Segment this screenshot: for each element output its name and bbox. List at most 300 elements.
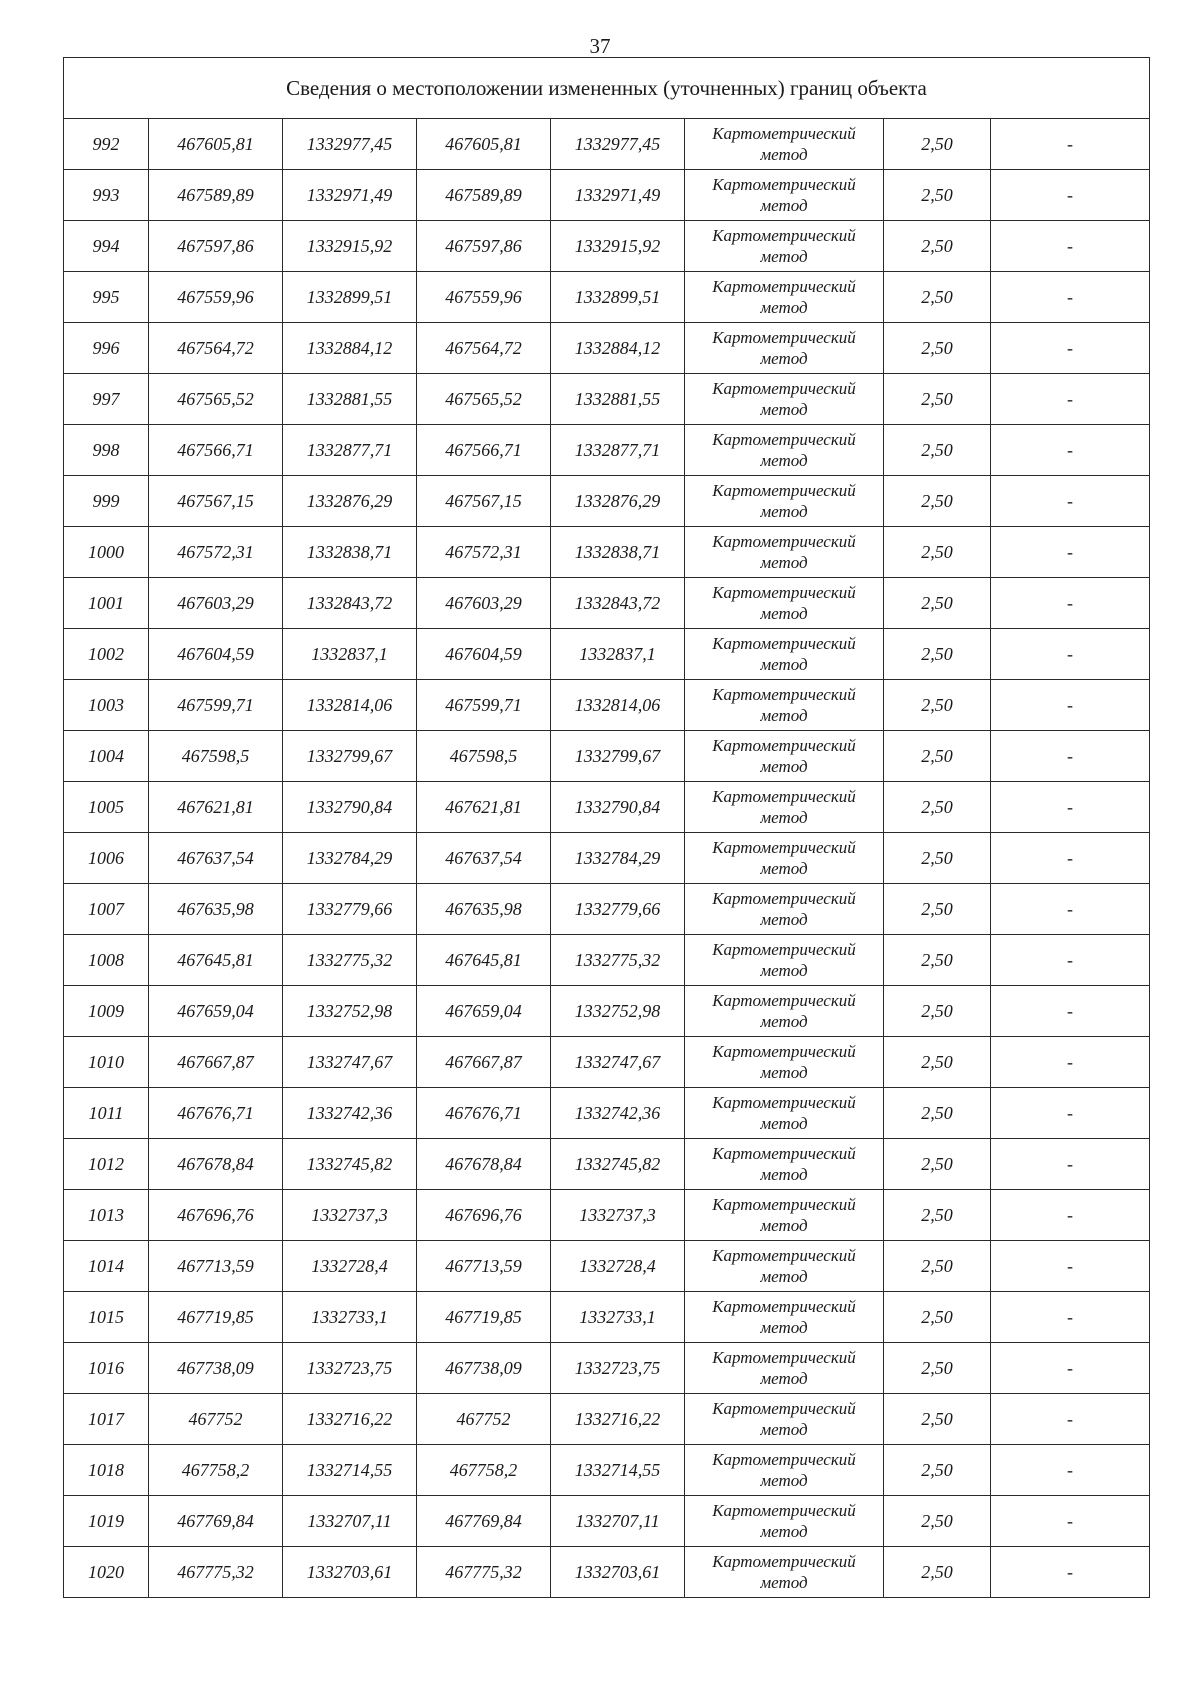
y-refined-cell: 1332790,84 <box>551 782 685 833</box>
x-existing-cell: 467599,71 <box>149 680 283 731</box>
accuracy-cell: 2,50 <box>884 986 991 1037</box>
point-number-cell: 1002 <box>64 629 149 680</box>
method-line-1: Картометрический <box>712 991 856 1010</box>
y-refined-cell: 1332775,32 <box>551 935 685 986</box>
table-row <box>64 374 1150 425</box>
point-number-cell: 1004 <box>64 731 149 782</box>
point-number-cell: 1009 <box>64 986 149 1037</box>
table-row <box>64 884 1150 935</box>
description-cell: - <box>991 578 1150 629</box>
x-existing-cell: 467564,72 <box>149 323 283 374</box>
x-refined-cell: 467559,96 <box>417 272 551 323</box>
description-cell: - <box>991 527 1150 578</box>
y-refined-cell: 1332838,71 <box>551 527 685 578</box>
x-refined-cell: 467678,84 <box>417 1139 551 1190</box>
y-existing-cell: 1332838,71 <box>283 527 417 578</box>
point-number-cell: 1005 <box>64 782 149 833</box>
method-line-1: Картометрический <box>712 838 856 857</box>
description-cell: - <box>991 425 1150 476</box>
method-line-1: Картометрический <box>712 889 856 908</box>
method-line-1: Картометрический <box>712 1501 856 1520</box>
method-line-1: Картометрический <box>712 481 856 500</box>
description-cell: - <box>991 680 1150 731</box>
method-line-1: Картометрический <box>712 277 856 296</box>
y-existing-cell: 1332977,45 <box>283 119 417 170</box>
x-refined-cell: 467696,76 <box>417 1190 551 1241</box>
accuracy-cell: 2,50 <box>884 1496 991 1547</box>
accuracy-cell: 2,50 <box>884 680 991 731</box>
x-existing-cell: 467667,87 <box>149 1037 283 1088</box>
table-row <box>64 935 1150 986</box>
x-refined-cell: 467566,71 <box>417 425 551 476</box>
title-row <box>64 58 1150 119</box>
method-cell <box>685 272 884 323</box>
method-line-1: Картометрический <box>712 1195 856 1214</box>
y-refined-cell: 1332737,3 <box>551 1190 685 1241</box>
method-line-1: Картометрический <box>712 226 856 245</box>
accuracy-cell: 2,50 <box>884 170 991 221</box>
description-cell: - <box>991 170 1150 221</box>
x-existing-cell: 467603,29 <box>149 578 283 629</box>
description-cell: - <box>991 1292 1150 1343</box>
table-row <box>64 1241 1150 1292</box>
point-number-cell: 993 <box>64 170 149 221</box>
x-existing-cell: 467559,96 <box>149 272 283 323</box>
method-cell <box>685 986 884 1037</box>
x-refined-cell: 467589,89 <box>417 170 551 221</box>
method-cell <box>685 323 884 374</box>
method-line-1: Картометрический <box>712 124 856 143</box>
point-number-cell: 1014 <box>64 1241 149 1292</box>
point-number-cell: 994 <box>64 221 149 272</box>
y-existing-cell: 1332843,72 <box>283 578 417 629</box>
accuracy-cell: 2,50 <box>884 1241 991 1292</box>
description-cell: - <box>991 1394 1150 1445</box>
method-line-2: метод <box>760 604 808 623</box>
x-refined-cell: 467564,72 <box>417 323 551 374</box>
x-refined-cell: 467752 <box>417 1394 551 1445</box>
accuracy-cell: 2,50 <box>884 935 991 986</box>
accuracy-cell: 2,50 <box>884 221 991 272</box>
x-existing-cell: 467659,04 <box>149 986 283 1037</box>
y-existing-cell: 1332915,92 <box>283 221 417 272</box>
description-cell: - <box>991 1088 1150 1139</box>
x-existing-cell: 467696,76 <box>149 1190 283 1241</box>
x-refined-cell: 467637,54 <box>417 833 551 884</box>
table-title: Сведения о местоположении измененных (уточненных) границ объекта <box>64 58 1150 119</box>
table-row <box>64 1190 1150 1241</box>
y-refined-cell: 1332779,66 <box>551 884 685 935</box>
accuracy-cell: 2,50 <box>884 782 991 833</box>
y-existing-cell: 1332742,36 <box>283 1088 417 1139</box>
page-number: 37 <box>589 34 611 58</box>
x-existing-cell: 467566,71 <box>149 425 283 476</box>
method-line-2: метод <box>760 1369 808 1388</box>
method-cell <box>685 1343 884 1394</box>
description-cell: - <box>991 935 1150 986</box>
table-row <box>64 1037 1150 1088</box>
description-cell: - <box>991 986 1150 1037</box>
point-number-cell: 1011 <box>64 1088 149 1139</box>
y-existing-cell: 1332784,29 <box>283 833 417 884</box>
method-line-1: Картометрический <box>712 1144 856 1163</box>
accuracy-cell: 2,50 <box>884 323 991 374</box>
y-existing-cell: 1332745,82 <box>283 1139 417 1190</box>
y-existing-cell: 1332747,67 <box>283 1037 417 1088</box>
accuracy-cell: 2,50 <box>884 1394 991 1445</box>
method-line-2: метод <box>760 1165 808 1184</box>
point-number-cell: 1010 <box>64 1037 149 1088</box>
method-line-2: метод <box>760 553 808 572</box>
description-cell: - <box>991 476 1150 527</box>
description-cell: - <box>991 731 1150 782</box>
table-row <box>64 782 1150 833</box>
method-cell <box>685 884 884 935</box>
y-refined-cell: 1332877,71 <box>551 425 685 476</box>
point-number-cell: 1013 <box>64 1190 149 1241</box>
method-line-2: метод <box>760 1216 808 1235</box>
method-line-2: метод <box>760 1420 808 1439</box>
method-cell <box>685 731 884 782</box>
method-cell <box>685 1394 884 1445</box>
method-line-1: Картометрический <box>712 379 856 398</box>
method-cell <box>685 1088 884 1139</box>
description-cell: - <box>991 221 1150 272</box>
y-refined-cell: 1332799,67 <box>551 731 685 782</box>
x-existing-cell: 467605,81 <box>149 119 283 170</box>
y-refined-cell: 1332977,45 <box>551 119 685 170</box>
point-number-cell: 999 <box>64 476 149 527</box>
description-cell: - <box>991 119 1150 170</box>
description-cell: - <box>991 1190 1150 1241</box>
method-line-1: Картометрический <box>712 634 856 653</box>
method-line-2: метод <box>760 400 808 419</box>
y-existing-cell: 1332707,11 <box>283 1496 417 1547</box>
description-cell: - <box>991 629 1150 680</box>
accuracy-cell: 2,50 <box>884 1037 991 1088</box>
y-existing-cell: 1332899,51 <box>283 272 417 323</box>
x-existing-cell: 467572,31 <box>149 527 283 578</box>
y-refined-cell: 1332876,29 <box>551 476 685 527</box>
y-refined-cell: 1332716,22 <box>551 1394 685 1445</box>
method-line-1: Картометрический <box>712 532 856 551</box>
method-cell <box>685 1445 884 1496</box>
method-line-2: метод <box>760 451 808 470</box>
y-existing-cell: 1332728,4 <box>283 1241 417 1292</box>
accuracy-cell: 2,50 <box>884 1343 991 1394</box>
x-existing-cell: 467621,81 <box>149 782 283 833</box>
method-cell <box>685 1292 884 1343</box>
description-cell: - <box>991 1343 1150 1394</box>
method-line-2: метод <box>760 1267 808 1286</box>
method-cell <box>685 1139 884 1190</box>
method-cell <box>685 680 884 731</box>
method-cell <box>685 782 884 833</box>
x-refined-cell: 467667,87 <box>417 1037 551 1088</box>
description-cell: - <box>991 1547 1150 1598</box>
point-number-cell: 992 <box>64 119 149 170</box>
y-existing-cell: 1332877,71 <box>283 425 417 476</box>
table-row <box>64 272 1150 323</box>
y-refined-cell: 1332837,1 <box>551 629 685 680</box>
method-line-2: метод <box>760 298 808 317</box>
method-line-1: Картометрический <box>712 1093 856 1112</box>
table-row <box>64 1445 1150 1496</box>
method-line-1: Картометрический <box>712 175 856 194</box>
description-cell: - <box>991 782 1150 833</box>
point-number-cell: 998 <box>64 425 149 476</box>
point-number-cell: 1015 <box>64 1292 149 1343</box>
accuracy-cell: 2,50 <box>884 833 991 884</box>
method-cell <box>685 578 884 629</box>
accuracy-cell: 2,50 <box>884 1088 991 1139</box>
method-line-2: метод <box>760 247 808 266</box>
method-line-2: метод <box>760 655 808 674</box>
point-number-cell: 1003 <box>64 680 149 731</box>
x-refined-cell: 467758,2 <box>417 1445 551 1496</box>
x-refined-cell: 467572,31 <box>417 527 551 578</box>
method-line-2: метод <box>760 808 808 827</box>
table-row <box>64 1394 1150 1445</box>
method-line-1: Картометрический <box>712 685 856 704</box>
table-row <box>64 833 1150 884</box>
y-refined-cell: 1332843,72 <box>551 578 685 629</box>
x-refined-cell: 467599,71 <box>417 680 551 731</box>
method-line-2: метод <box>760 145 808 164</box>
y-existing-cell: 1332790,84 <box>283 782 417 833</box>
description-cell: - <box>991 272 1150 323</box>
point-number-cell: 1007 <box>64 884 149 935</box>
y-refined-cell: 1332971,49 <box>551 170 685 221</box>
method-line-2: метод <box>760 1012 808 1031</box>
y-refined-cell: 1332714,55 <box>551 1445 685 1496</box>
table-row <box>64 323 1150 374</box>
x-existing-cell: 467604,59 <box>149 629 283 680</box>
method-cell <box>685 527 884 578</box>
description-cell: - <box>991 1496 1150 1547</box>
point-number-cell: 1001 <box>64 578 149 629</box>
y-refined-cell: 1332752,98 <box>551 986 685 1037</box>
y-existing-cell: 1332779,66 <box>283 884 417 935</box>
x-refined-cell: 467567,15 <box>417 476 551 527</box>
description-cell: - <box>991 1445 1150 1496</box>
y-refined-cell: 1332884,12 <box>551 323 685 374</box>
table-row <box>64 1139 1150 1190</box>
method-line-1: Картометрический <box>712 1042 856 1061</box>
method-cell <box>685 374 884 425</box>
method-cell <box>685 221 884 272</box>
x-refined-cell: 467659,04 <box>417 986 551 1037</box>
y-existing-cell: 1332733,1 <box>283 1292 417 1343</box>
y-refined-cell: 1332899,51 <box>551 272 685 323</box>
point-number-cell: 1012 <box>64 1139 149 1190</box>
x-refined-cell: 467719,85 <box>417 1292 551 1343</box>
accuracy-cell: 2,50 <box>884 527 991 578</box>
method-line-2: метод <box>760 1114 808 1133</box>
table-row <box>64 1088 1150 1139</box>
method-cell <box>685 1037 884 1088</box>
method-line-1: Картометрический <box>712 430 856 449</box>
x-refined-cell: 467635,98 <box>417 884 551 935</box>
x-refined-cell: 467676,71 <box>417 1088 551 1139</box>
x-refined-cell: 467597,86 <box>417 221 551 272</box>
point-number-cell: 1006 <box>64 833 149 884</box>
x-existing-cell: 467565,52 <box>149 374 283 425</box>
method-line-2: метод <box>760 910 808 929</box>
boundary-table <box>63 57 1150 1598</box>
point-number-cell: 1018 <box>64 1445 149 1496</box>
method-line-2: метод <box>760 349 808 368</box>
x-existing-cell: 467758,2 <box>149 1445 283 1496</box>
accuracy-cell: 2,50 <box>884 1547 991 1598</box>
x-refined-cell: 467603,29 <box>417 578 551 629</box>
accuracy-cell: 2,50 <box>884 272 991 323</box>
x-existing-cell: 467738,09 <box>149 1343 283 1394</box>
x-existing-cell: 467713,59 <box>149 1241 283 1292</box>
x-existing-cell: 467775,32 <box>149 1547 283 1598</box>
x-existing-cell: 467678,84 <box>149 1139 283 1190</box>
method-cell <box>685 1496 884 1547</box>
point-number-cell: 996 <box>64 323 149 374</box>
x-refined-cell: 467598,5 <box>417 731 551 782</box>
y-existing-cell: 1332752,98 <box>283 986 417 1037</box>
x-existing-cell: 467598,5 <box>149 731 283 782</box>
method-cell <box>685 1190 884 1241</box>
x-refined-cell: 467605,81 <box>417 119 551 170</box>
y-existing-cell: 1332723,75 <box>283 1343 417 1394</box>
y-refined-cell: 1332881,55 <box>551 374 685 425</box>
table-row <box>64 170 1150 221</box>
table-row <box>64 119 1150 170</box>
table-row <box>64 425 1150 476</box>
x-existing-cell: 467635,98 <box>149 884 283 935</box>
description-cell: - <box>991 1037 1150 1088</box>
y-refined-cell: 1332707,11 <box>551 1496 685 1547</box>
table-body <box>64 119 1150 1598</box>
point-number-cell: 1017 <box>64 1394 149 1445</box>
x-refined-cell: 467645,81 <box>417 935 551 986</box>
method-cell <box>685 119 884 170</box>
table-row <box>64 1547 1150 1598</box>
method-line-1: Картометрический <box>712 583 856 602</box>
accuracy-cell: 2,50 <box>884 476 991 527</box>
x-existing-cell: 467597,86 <box>149 221 283 272</box>
x-existing-cell: 467752 <box>149 1394 283 1445</box>
x-refined-cell: 467775,32 <box>417 1547 551 1598</box>
method-line-2: метод <box>760 502 808 521</box>
x-refined-cell: 467565,52 <box>417 374 551 425</box>
method-cell <box>685 833 884 884</box>
accuracy-cell: 2,50 <box>884 731 991 782</box>
y-existing-cell: 1332703,61 <box>283 1547 417 1598</box>
table-row <box>64 476 1150 527</box>
description-cell: - <box>991 833 1150 884</box>
table-row <box>64 1496 1150 1547</box>
point-number-cell: 1008 <box>64 935 149 986</box>
method-line-2: метод <box>760 196 808 215</box>
method-line-2: метод <box>760 859 808 878</box>
method-line-2: метод <box>760 1522 808 1541</box>
method-cell <box>685 425 884 476</box>
method-cell <box>685 629 884 680</box>
accuracy-cell: 2,50 <box>884 1190 991 1241</box>
method-line-1: Картометрический <box>712 1246 856 1265</box>
x-existing-cell: 467719,85 <box>149 1292 283 1343</box>
table-row <box>64 986 1150 1037</box>
y-refined-cell: 1332915,92 <box>551 221 685 272</box>
point-number-cell: 1016 <box>64 1343 149 1394</box>
description-cell: - <box>991 323 1150 374</box>
method-line-2: метод <box>760 1318 808 1337</box>
table-row <box>64 629 1150 680</box>
y-existing-cell: 1332775,32 <box>283 935 417 986</box>
method-line-2: метод <box>760 1063 808 1082</box>
method-line-2: метод <box>760 1573 808 1592</box>
accuracy-cell: 2,50 <box>884 1292 991 1343</box>
method-line-1: Картометрический <box>712 328 856 347</box>
table-row <box>64 1343 1150 1394</box>
table-row <box>64 578 1150 629</box>
accuracy-cell: 2,50 <box>884 374 991 425</box>
point-number-cell: 997 <box>64 374 149 425</box>
x-refined-cell: 467621,81 <box>417 782 551 833</box>
method-cell <box>685 935 884 986</box>
x-existing-cell: 467769,84 <box>149 1496 283 1547</box>
x-existing-cell: 467589,89 <box>149 170 283 221</box>
method-line-2: метод <box>760 706 808 725</box>
method-line-2: метод <box>760 1471 808 1490</box>
x-refined-cell: 467604,59 <box>417 629 551 680</box>
y-existing-cell: 1332881,55 <box>283 374 417 425</box>
y-refined-cell: 1332703,61 <box>551 1547 685 1598</box>
method-cell <box>685 476 884 527</box>
method-line-2: метод <box>760 757 808 776</box>
method-line-1: Картометрический <box>712 1399 856 1418</box>
description-cell: - <box>991 1241 1150 1292</box>
table-row <box>64 680 1150 731</box>
method-line-1: Картометрический <box>712 1552 856 1571</box>
method-line-1: Картометрический <box>712 940 856 959</box>
y-refined-cell: 1332723,75 <box>551 1343 685 1394</box>
method-line-2: метод <box>760 961 808 980</box>
y-existing-cell: 1332876,29 <box>283 476 417 527</box>
y-existing-cell: 1332716,22 <box>283 1394 417 1445</box>
table-row <box>64 1292 1150 1343</box>
accuracy-cell: 2,50 <box>884 425 991 476</box>
x-existing-cell: 467567,15 <box>149 476 283 527</box>
x-refined-cell: 467738,09 <box>417 1343 551 1394</box>
point-number-cell: 1019 <box>64 1496 149 1547</box>
y-existing-cell: 1332971,49 <box>283 170 417 221</box>
y-refined-cell: 1332728,4 <box>551 1241 685 1292</box>
accuracy-cell: 2,50 <box>884 578 991 629</box>
y-refined-cell: 1332784,29 <box>551 833 685 884</box>
method-cell <box>685 170 884 221</box>
x-existing-cell: 467676,71 <box>149 1088 283 1139</box>
method-line-1: Картометрический <box>712 1450 856 1469</box>
method-cell <box>685 1241 884 1292</box>
accuracy-cell: 2,50 <box>884 1139 991 1190</box>
y-refined-cell: 1332742,36 <box>551 1088 685 1139</box>
y-refined-cell: 1332747,67 <box>551 1037 685 1088</box>
accuracy-cell: 2,50 <box>884 884 991 935</box>
y-refined-cell: 1332745,82 <box>551 1139 685 1190</box>
method-line-1: Картометрический <box>712 1348 856 1367</box>
description-cell: - <box>991 1139 1150 1190</box>
x-existing-cell: 467645,81 <box>149 935 283 986</box>
point-number-cell: 995 <box>64 272 149 323</box>
point-number-cell: 1000 <box>64 527 149 578</box>
